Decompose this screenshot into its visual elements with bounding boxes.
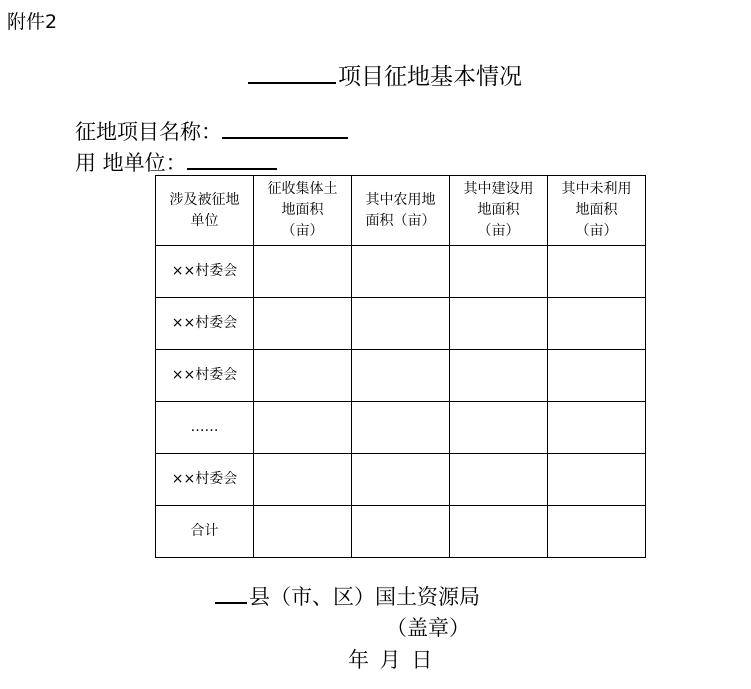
- table-cell[interactable]: [450, 402, 548, 454]
- table-cell[interactable]: [548, 454, 646, 506]
- table-cell[interactable]: [450, 506, 548, 558]
- table-row: [156, 454, 646, 506]
- footer-bureau: [215, 582, 480, 611]
- project-name-blank[interactable]: [222, 117, 348, 139]
- county-blank-line[interactable]: [215, 582, 247, 604]
- row-unit-cell: ××村委会: [156, 298, 254, 350]
- header-construction-land-area: 其中建设用 地面积 （亩）: [450, 176, 548, 246]
- table-cell[interactable]: [352, 246, 450, 298]
- table-cell[interactable]: [548, 506, 646, 558]
- project-name-label: 征地项目名称：: [75, 120, 222, 144]
- table-header-row: [156, 176, 646, 246]
- table-cell[interactable]: [254, 350, 352, 402]
- table-cell[interactable]: [548, 246, 646, 298]
- table-cell[interactable]: [254, 454, 352, 506]
- table-cell[interactable]: [254, 402, 352, 454]
- land-unit-blank[interactable]: [187, 148, 277, 170]
- table-row: [156, 298, 646, 350]
- header-affected-unit: 涉及被征地 单位: [156, 176, 254, 246]
- total-label-cell: 合计: [156, 506, 254, 558]
- table-row: [156, 350, 646, 402]
- land-unit-label: 用 地单位：: [75, 151, 187, 175]
- table-cell[interactable]: [254, 246, 352, 298]
- attachment-label: 附件2: [7, 11, 58, 33]
- bureau-text: 县（市、区）国土资源局: [249, 585, 480, 609]
- table-row: [156, 402, 646, 454]
- document-title: [248, 60, 522, 92]
- table-cell[interactable]: [352, 454, 450, 506]
- table-total-row: [156, 506, 646, 558]
- row-ellipsis-cell: ……: [156, 402, 254, 454]
- land-unit-field: [75, 148, 277, 177]
- row-unit-cell: ××村委会: [156, 246, 254, 298]
- table-cell[interactable]: [254, 298, 352, 350]
- table-cell[interactable]: [450, 350, 548, 402]
- table-cell[interactable]: [352, 402, 450, 454]
- table-cell[interactable]: [548, 298, 646, 350]
- table-cell[interactable]: [352, 350, 450, 402]
- header-collective-land-area: 征收集体土 地面积 （亩）: [254, 176, 352, 246]
- table-row: [156, 246, 646, 298]
- table-cell[interactable]: [548, 402, 646, 454]
- row-unit-cell: ××村委会: [156, 454, 254, 506]
- footer-seal: （盖章）: [386, 616, 470, 640]
- header-agricultural-land-area: 其中农用地 面积（亩）: [352, 176, 450, 246]
- footer-date: 年 月 日: [348, 648, 435, 672]
- table-cell[interactable]: [254, 506, 352, 558]
- table-cell[interactable]: [548, 350, 646, 402]
- table-cell[interactable]: [450, 298, 548, 350]
- row-unit-cell: ××村委会: [156, 350, 254, 402]
- title-blank-line[interactable]: [248, 60, 336, 84]
- table-cell[interactable]: [352, 506, 450, 558]
- table-cell[interactable]: [352, 298, 450, 350]
- table-cell[interactable]: [450, 246, 548, 298]
- header-unused-land-area: 其中未利用 地面积 （亩）: [548, 176, 646, 246]
- table-cell[interactable]: [450, 454, 548, 506]
- project-name-field: [75, 117, 348, 146]
- land-acquisition-table: [155, 175, 646, 558]
- title-text: 项目征地基本情况: [338, 64, 522, 90]
